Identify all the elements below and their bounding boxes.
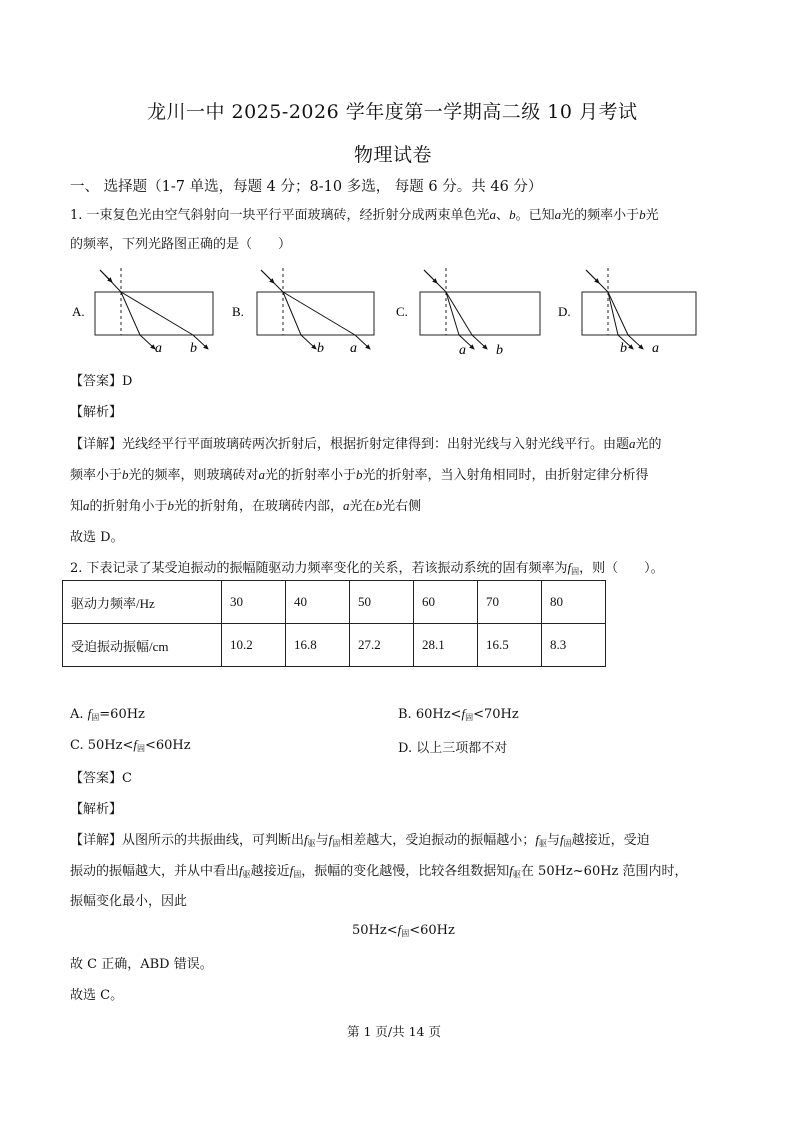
option-d-label: D. — [558, 304, 571, 319]
table-cell: 16.5 — [478, 624, 542, 667]
table-cell: 8.3 — [542, 624, 606, 667]
diagram-option-b — [232, 268, 374, 356]
q2-option-d: D. 以上三项都不对 — [398, 741, 508, 756]
table-cell: 80 — [542, 581, 606, 624]
table-cell: 30 — [222, 581, 286, 624]
q2-detail-line1: 【详解】从图所示的共振曲线，可判断出$f_驱$与$f_固$相差越大，受迫振动的振幅越小；$f_驱$与$f_固$越接近，受迫 — [70, 832, 650, 848]
q2-analysis-tag: 【解析】 — [70, 802, 123, 817]
option-b-label: B. — [232, 304, 244, 319]
q2-data-table — [62, 580, 606, 667]
svg-text:b: b — [317, 341, 324, 356]
svg-text:a: a — [350, 341, 357, 356]
q1-stem-line1: 1. 一束复色光由空气斜射向一块平行平面玻璃砖，经折射分成两束单色光a、b。已知a光的频率小于b光 — [70, 207, 659, 223]
section-heading: 一、 选择题（1-7 单选，每题 4 分；8-10 多选， 每题 6 分。共 46 分） — [70, 179, 543, 195]
q1-detail-line2: 频率小于b光的频率，则玻璃砖对a光的折射率小于b光的折射率，当入射角相同时，由折射定律分析得 — [70, 467, 649, 483]
table-cell: 10.2 — [222, 624, 286, 667]
page-footer: 第 1 页/共 14 页 — [347, 1024, 441, 1039]
q1-stem-line2: 的频率，下列光路图正确的是（ ） — [70, 237, 292, 252]
q1-conclusion: 故选 D。 — [70, 530, 124, 545]
svg-text:a: a — [155, 341, 162, 356]
svg-text:a: a — [459, 343, 466, 358]
table-cell: 50 — [350, 581, 414, 624]
q2-answer: 【答案】C — [70, 771, 132, 786]
q2-option-c: C. $50Hz<f_固<60Hz$ — [70, 737, 191, 753]
table-cell: 28.1 — [414, 624, 478, 667]
q2-option-b: B. $60Hz<f_固<70Hz$ — [398, 706, 519, 722]
q2-formula: $50Hz<f_固<60Hz$ — [352, 922, 455, 938]
table-row — [63, 581, 606, 624]
svg-text:b: b — [496, 343, 503, 358]
q1-optical-diagrams — [62, 260, 702, 360]
page-subtitle: 物理试卷 — [354, 144, 433, 166]
q1-detail-line3: 知a的折射角小于b光的折射角，在玻璃砖内部，a光在b光右侧 — [70, 498, 422, 514]
q2-detail-line2: 振动的振幅越大，并从中看出$f_驱$越接近$f_固$，振幅的变化越慢，比较各组数据知$f_驱$在 50Hz~60Hz 范围内时， — [70, 863, 688, 879]
table-cell: 27.2 — [350, 624, 414, 667]
table-header-cell: 受迫振动振幅/cm — [63, 624, 222, 667]
table-cell: 60 — [414, 581, 478, 624]
diagram-option-d — [558, 268, 696, 356]
table-cell: 16.8 — [286, 624, 350, 667]
table-cell: 40 — [286, 581, 350, 624]
svg-text:b: b — [620, 341, 627, 356]
q2-conclusion-2: 故选 C。 — [70, 988, 124, 1003]
table-cell: 70 — [478, 581, 542, 624]
q2-conclusion-1: 故 C 正确，ABD 错误。 — [70, 957, 213, 972]
q2-detail-line3: 振幅变化最小，因此 — [70, 894, 188, 909]
option-c-label: C. — [396, 304, 408, 319]
svg-text:a: a — [652, 341, 659, 356]
q2-option-a: A. $f_固=60Hz$ — [70, 706, 145, 722]
table-header-cell: 驱动力频率/Hz — [63, 581, 222, 624]
q1-detail-line1: 【详解】光线经平行平面玻璃砖两次折射后，根据折射定律得到：出射光线与入射光线平行。由题a光的 — [70, 436, 662, 452]
diagram-option-a — [72, 268, 213, 356]
q2-stem: 2. 下表记录了某受迫振动的振幅随驱动力频率变化的关系，若该振动系统的固有频率为$f_固$，则（ ）。 — [70, 560, 664, 576]
diagram-option-c — [396, 268, 540, 358]
table-row — [63, 624, 606, 667]
option-a-label: A. — [72, 304, 85, 319]
svg-text:b: b — [190, 341, 197, 356]
page-title: 龙川一中 2025-2026 学年度第一学期高二级 10 月考试 — [147, 101, 638, 123]
q1-answer: 【答案】D — [70, 374, 133, 389]
q1-analysis-tag: 【解析】 — [70, 405, 123, 420]
